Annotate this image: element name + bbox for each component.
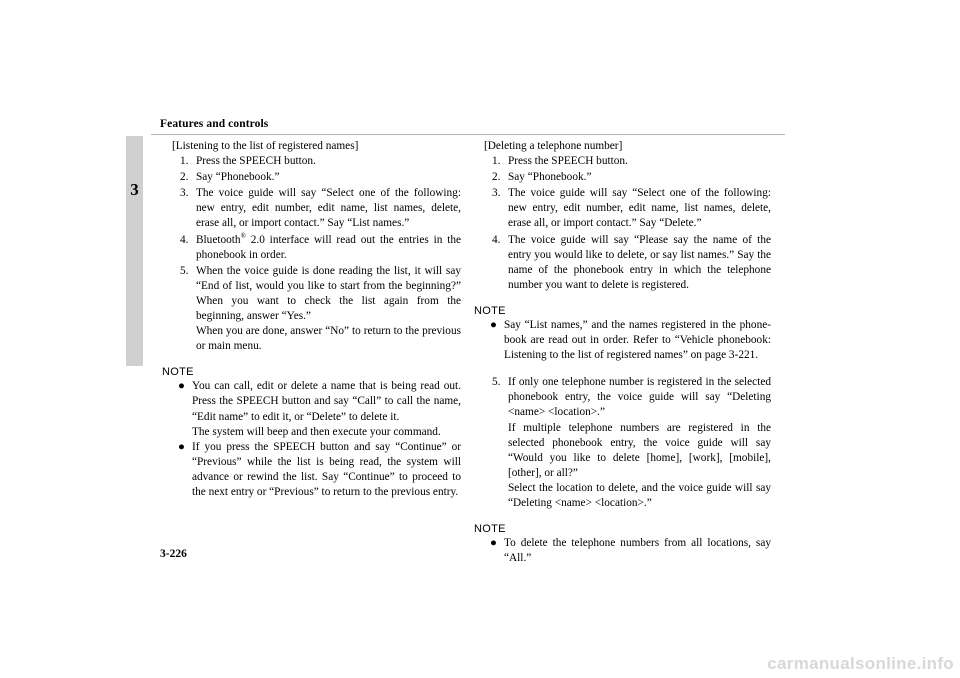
step-text: Say “Phonebook.” [196, 171, 280, 184]
bullet-icon: ● [178, 440, 185, 453]
subsection-heading: [Deleting a telephone number] [484, 140, 623, 152]
watermark: carmanualsonline.info [767, 654, 954, 673]
step-text-cont: 2.0 interface will read out the entries in the phonebook in order. [196, 233, 461, 261]
step-item [480, 170, 771, 185]
note-text: Say “List names,” and the names registered in the phone-book are read out in order. Refer to “Vehicle phonebook: Listening to the list of registered names” on page 3-221. [504, 318, 771, 362]
step-item [480, 233, 771, 293]
step-text: Press the SPEECH button. [508, 155, 628, 168]
step-text: The voice guide will say “Select one of the following: new entry, edit number, edit name, list names, delete, erase all, or import contact.” Say “Delete.” [508, 187, 771, 230]
step-item [168, 154, 461, 169]
step-number: 1. [492, 155, 501, 168]
step-item [168, 170, 461, 185]
step-number: 5. [180, 264, 189, 277]
note-item [168, 440, 461, 500]
note-item [168, 379, 461, 439]
header-divider [151, 134, 785, 135]
note-label: NOTE [162, 366, 194, 379]
section-title: Features and controls [160, 118, 269, 130]
step-text: If only one telephone number is registered in the selected phonebook entry, the voice guide will say “Deleting <name> <location>.” [508, 376, 771, 419]
step-text-cont: Select the location to delete, and the voice guide will say “Deleting <name> <location>.” [508, 481, 771, 509]
step-number: 1. [180, 155, 189, 168]
step-number: 4. [492, 233, 501, 246]
note-text: You can call, edit or delete a name that is being read out. Press the SPEECH button and say “Call” to call the name, “Edit name” to edit it, or “Delete” to delete it. [192, 380, 461, 423]
chapter-number: 3 [130, 180, 139, 199]
step-item [168, 264, 461, 355]
bullet-icon: ● [490, 318, 497, 331]
step-number: 2. [492, 171, 501, 184]
page-number: 3-226 [160, 548, 187, 560]
step-number: 2. [180, 171, 189, 184]
subsection-heading: [Listening to the list of registered names] [172, 140, 359, 152]
step-item [168, 233, 461, 263]
step-number: 3. [180, 187, 189, 200]
step-text: When the voice guide is done reading the list, it will say “End of list, would you like to start from the beginning?” When you want to check the list again from the beginning, answer “Yes.” [196, 264, 461, 323]
step-text: The voice guide will say “Select one of the following: new entry, edit number, edit name, list names, delete, erase all, or import contact.” Say “List names.” [196, 187, 461, 230]
step-item [168, 186, 461, 231]
step-number: 3. [492, 187, 501, 200]
step-number: 4. [180, 233, 189, 246]
chapter-tab [126, 136, 143, 366]
step-item [480, 186, 771, 231]
step-item [480, 375, 771, 511]
registered-mark: ® [240, 231, 246, 240]
note-item [480, 318, 771, 363]
step-text: Bluetooth [196, 233, 241, 246]
bullet-icon: ● [178, 380, 185, 393]
note-text: To delete the telephone numbers from all locations, say “All.” [504, 537, 771, 565]
step-item [480, 154, 771, 169]
spacer [480, 363, 771, 375]
left-column [162, 139, 461, 500]
note-label: NOTE [474, 523, 506, 536]
step-text: Press the SPEECH button. [196, 155, 316, 168]
step-text: Say “Phonebook.” [508, 171, 592, 184]
step-number: 5. [492, 376, 501, 389]
note-label: NOTE [474, 304, 506, 317]
note-item [480, 536, 771, 566]
note-text-cont: The system will beep and then execute your command. [192, 425, 441, 438]
step-text: The voice guide will say “Please say the name of the entry you would like to delete, or say list names.” Say the name of the phonebook entry in which the telephone number you want to delete is registered. [508, 233, 771, 291]
note-text: If you press the SPEECH button and say “Continue” or “Previous” while the list is being read, the system will advance or rewind the list. Say “Continue” to proceed to the next entry or “Previous” to return to the previous entry. [192, 440, 461, 498]
step-text-cont: If multiple telephone numbers are registered in the selected phonebook entry, the voice guide will say “Would you like to delete [home], [work], [mobile], [other], or all?” [508, 421, 771, 479]
step-text-cont: When you are done, answer “No” to return to the previous or main menu. [196, 325, 461, 353]
bullet-icon: ● [490, 537, 497, 550]
right-column [474, 139, 771, 566]
